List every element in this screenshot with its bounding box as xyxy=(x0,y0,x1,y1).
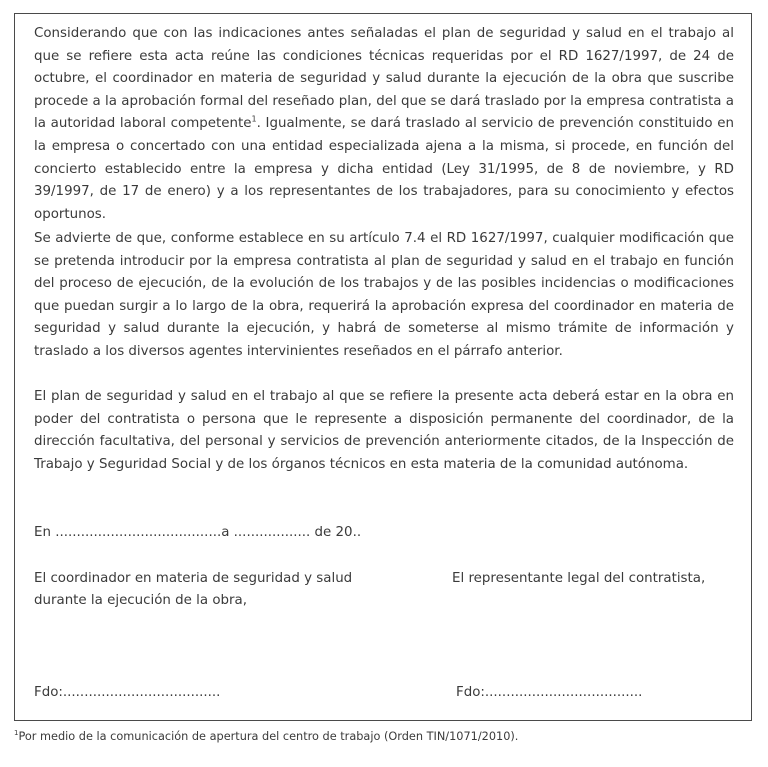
coordinator-signature-label: El coordinador en materia de seguridad y salud durante la ejecución de la obra, xyxy=(34,571,353,608)
coordinator-signature-line: Fdo:..................................... xyxy=(34,685,221,700)
footnote xyxy=(14,729,518,745)
paragraph-approval xyxy=(34,23,734,226)
paragraph-approval-text-b: . Igualmente, se dará traslado al servicio de prevención constituido en la empresa o concertado con una entidad especializada ajena a la misma, si procede, en función del concierto establecido entre la empresa y dicha entidad (Ley 31/1995, de 8 de noviembre, y RD 39/1997, de 17 de enero) y a los representantes de los trabajadores, para su conocimiento y efectos oportunos. xyxy=(34,116,734,222)
paragraph-approval-text-a: Considerando que con las indicaciones antes señaladas el plan de seguridad y salud en el trabajo al que se refiere esta acta reúne las condiciones técnicas requeridas por el RD 1627/1997, de 24 de octubre, el coordinador en materia de seguridad y salud durante la ejecución de la obra que suscribe procede a la aprobación formal del reseñado plan, del que se dará traslado por la empresa contratista a la autoridad laboral competente xyxy=(34,26,734,132)
footnote-reference: 1 xyxy=(251,114,257,124)
footnote-text: Por medio de la comunicación de apertura del centro de trabajo (Orden TIN/1071/2010). xyxy=(18,730,519,743)
contractor-signature-line: Fdo:..................................... xyxy=(456,685,643,700)
paragraph-availability: El plan de seguridad y salud en el trabajo al que se refiere la presente acta deberá estar en la obra en poder del contratista o persona que le represente a disposición permanente del coordinador, de la dirección facultativa, del personal y servicios de prevención anteriormente citados, de la Inspección de Trabajo y Seguridad Social y de los órganos técnicos en esta materia de la comunidad autónoma. xyxy=(34,389,734,472)
document-frame xyxy=(14,13,752,721)
place-date-line: En .......................................a .................. de 20.. xyxy=(34,525,362,540)
paragraph-modifications: Se advierte de que, conforme establece en su artículo 7.4 el RD 1627/1997, cualquier modificación que se pretenda introducir por la empresa contratista al plan de seguridad y salud en el trabajo en función del proceso de ejecución, de la evolución de los trabajos y de las posibles incidencias o modificaciones que puedan surgir a lo largo de la obra, requerirá la aprobación expresa del coordinador en materia de seguridad y salud durante la ejecución, y habrá de someterse al mismo trámite de información y traslado a los diversos agentes intervinientes reseñados en el párrafo anterior. xyxy=(34,231,734,359)
footnote-marker: 1 xyxy=(14,729,19,738)
contractor-signature-label: El representante legal del contratista, xyxy=(452,571,706,586)
